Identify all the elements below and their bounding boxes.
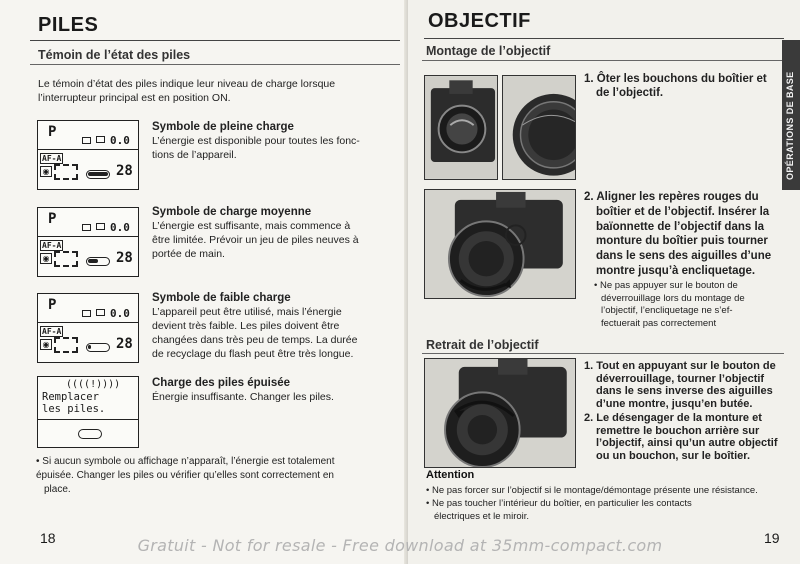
focus-bracket-icon xyxy=(54,164,78,180)
battery-level xyxy=(88,259,98,263)
side-section-tab: OPÉRATIONS DE BASE xyxy=(782,40,800,190)
lcd-value: 0.0 xyxy=(110,307,130,320)
battery-level xyxy=(88,172,108,176)
lcd-frame-count: 28 xyxy=(116,163,133,179)
page-title-objectif: OBJECTIF xyxy=(428,10,531,32)
battery-icon xyxy=(86,257,110,266)
intro-paragraph: Le témoin d’état des piles indique leur niveau de charge lorsque l’interrupteur principal est en position ON. xyxy=(38,78,336,104)
lcd-af-mode: AF-A xyxy=(42,241,62,250)
lcd-display xyxy=(37,120,139,190)
battery-state-heading: Symbole de charge moyenne xyxy=(152,206,312,218)
attention-notes: • Ne pas forcer sur l’objectif si le montage/démontage présente une résistance. • Ne pas toucher l’intérieur du boîtier, en particulier les contacts électriques et le miroir. xyxy=(426,485,758,522)
right-page xyxy=(408,0,800,564)
replace-message: Remplacer les piles. xyxy=(42,391,106,415)
battery-level xyxy=(88,345,91,349)
attention-heading: Attention xyxy=(426,469,475,481)
lcd-value: 0.0 xyxy=(110,221,130,234)
battery-state-heading: Symbole de faible charge xyxy=(152,292,291,304)
lcd-display xyxy=(37,293,139,363)
lens-cap-photo xyxy=(502,75,576,180)
lcd-empty-battery xyxy=(37,376,139,448)
warning-symbol: ((((!)))) xyxy=(66,379,121,390)
step-2-note: • Ne pas appuyer sur le bouton de déverrouillage lors du montage de l’objectif, l’encliquetage ne s’ef- fectuerait pas correctement xyxy=(594,280,745,329)
battery-icon xyxy=(86,343,110,352)
section-rule-right xyxy=(422,60,784,61)
title-rule-right xyxy=(424,38,784,39)
empty-battery-icon xyxy=(78,429,102,439)
section-heading-battery-indicator: Témoin de l’état des piles xyxy=(38,48,191,62)
focus-bracket-icon xyxy=(54,251,78,267)
lcd-mode: P xyxy=(48,211,57,227)
battery-state-text: Symbole de charge moyenne L’énergie est suffisante, mais commence à être limitée. Prévoir un jeu de piles neuves à portée de main. xyxy=(152,205,402,261)
step-2-align-mount: 2. Aligner les repères rouges du boîtier et de l’objectif. Insérer la baïonnette de l’objectif dans la monture du boîtier puis tourner dans le sens des aiguilles d’une montre jusqu’à encliquetage. xyxy=(584,191,772,277)
section-rule xyxy=(30,64,400,65)
lcd-frame-count: 28 xyxy=(116,250,133,266)
page-title-piles: PILES xyxy=(38,14,99,36)
page-number-right: 19 xyxy=(764,530,780,546)
eye-icon: ◉ xyxy=(40,166,52,177)
title-rule xyxy=(30,40,400,41)
lcd-frame-count: 28 xyxy=(116,336,133,352)
lcd-af-mode: AF-A xyxy=(42,327,62,336)
remove-step-2: 2. Le désengager de la monture et remettre le bouchon arrière sur l’objectif, ainsi qu’un autre objectif ou un bouchon, sur le boîtier. xyxy=(584,412,778,462)
lcd-value: 0.0 xyxy=(110,134,130,147)
lcd-mode: P xyxy=(48,297,57,313)
battery-state-heading: Symbole de pleine charge xyxy=(152,121,294,133)
lcd-display xyxy=(37,207,139,277)
watermark: Gratuit - Not for resale - Free download at 35mm-compact.com xyxy=(137,536,663,555)
eye-icon: ◉ xyxy=(40,253,52,264)
note-paragraph: • Si aucun symbole ou affichage n’apparaît, l’énergie est totalement épuisée. Changer les piles ou vérifier qu’elles sont correctement en place. xyxy=(36,456,335,495)
remove-step-1: 1. Tout en appuyant sur le bouton de déverrouillage, tourner l’objectif dans le sens inverse des aiguilles d’une montre, jusqu’en butée. xyxy=(584,360,776,410)
lcd-af-mode: AF-A xyxy=(42,154,62,163)
camera-body-photo xyxy=(424,75,498,180)
step-1-remove-caps: 1. Ôter les bouchons du boîtier et de l’objectif. xyxy=(584,73,767,99)
battery-state-text: Symbole de faible charge L’appareil peut être utilisé, mais l’énergie devient très faible. Les piles doivent être changées dans très peu de temps. La durée de recyclage du flash peut être très longue. xyxy=(152,291,402,361)
section-heading-mount: Montage de l’objectif xyxy=(426,44,551,58)
section-rule-remove xyxy=(422,353,784,354)
lcd-mode: P xyxy=(48,124,57,140)
lens-removal-photo xyxy=(424,358,576,468)
battery-state-text: Charge des piles épuisée Énergie insuffisante. Changer les piles. xyxy=(152,376,402,404)
battery-icon xyxy=(86,170,110,179)
section-heading-remove: Retrait de l’objectif xyxy=(426,338,539,352)
page-number-left: 18 xyxy=(40,530,56,546)
focus-bracket-icon xyxy=(54,337,78,353)
lens-mounting-photo xyxy=(424,189,576,299)
eye-icon: ◉ xyxy=(40,339,52,350)
battery-state-text: Symbole de pleine charge L’énergie est disponible pour toutes les fonc- tions de l’appareil. xyxy=(152,120,402,162)
battery-state-heading: Charge des piles épuisée xyxy=(152,377,291,389)
